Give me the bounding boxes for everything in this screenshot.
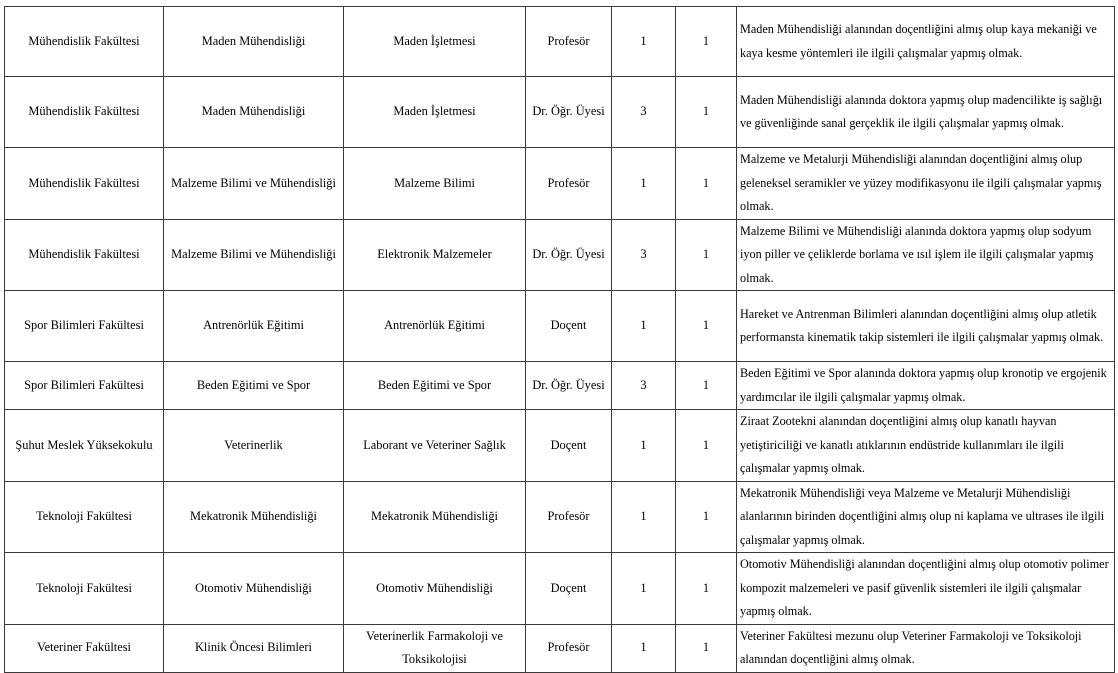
table-row — [5, 7, 1115, 77]
department-cell: Otomotiv Mühendisliği — [164, 553, 344, 625]
division-cell: Elektronik Malzemeler — [344, 219, 526, 291]
degree-level-cell: 3 — [612, 77, 676, 148]
degree-level-cell: 1 — [612, 291, 676, 362]
division-cell: Beden Eğitimi ve Spor — [344, 362, 526, 410]
requirements-cell: Veteriner Fakültesi mezunu olup Veteriner Farmakoloji ve Toksikoloji alanından doçentliğini almış olmak. — [737, 624, 1115, 672]
table-row — [5, 148, 1115, 220]
count-cell: 1 — [676, 7, 737, 77]
requirements-cell: Maden Mühendisliği alanında doktora yapmış olup madencilikte iş sağlığı ve güvenliğinde sanal gerçeklik ile ilgili çalışmalar yapmış olmak. — [737, 77, 1115, 148]
table-row — [5, 410, 1115, 482]
department-cell: Veterinerlik — [164, 410, 344, 482]
count-cell: 1 — [676, 148, 737, 220]
requirements-cell: Mekatronik Mühendisliği veya Malzeme ve Metalurji Mühendisliği alanlarının birinden doçentliğini almış olup ni kaplama ve ultrases ile ilgili çalışmalar yapmış olmak. — [737, 481, 1115, 553]
division-cell: Mekatronik Mühendisliği — [344, 481, 526, 553]
requirements-cell: Ziraat Zootekni alanından doçentliğini almış olup kanatlı hayvan yetiştiriciliği ve kanatlı atıklarının endüstride kullanımları ile ilgili çalışmalar yapmış olmak. — [737, 410, 1115, 482]
faculty-cell: Mühendislik Fakültesi — [5, 7, 164, 77]
title-cell: Dr. Öğr. Üyesi — [526, 219, 612, 291]
count-cell: 1 — [676, 410, 737, 482]
table-row — [5, 77, 1115, 148]
degree-level-cell: 1 — [612, 481, 676, 553]
degree-level-cell: 1 — [612, 624, 676, 672]
positions-table — [4, 6, 1115, 673]
table-row — [5, 219, 1115, 291]
count-cell: 1 — [676, 481, 737, 553]
requirements-cell: Maden Mühendisliği alanından doçentliğini almış olup kaya mekaniği ve kaya kesme yöntemleri ile ilgili çalışmalar yapmış olmak. — [737, 7, 1115, 77]
title-cell: Profesör — [526, 148, 612, 220]
title-cell: Profesör — [526, 7, 612, 77]
department-cell: Malzeme Bilimi ve Mühendisliği — [164, 148, 344, 220]
department-cell: Beden Eğitimi ve Spor — [164, 362, 344, 410]
count-cell: 1 — [676, 362, 737, 410]
degree-level-cell: 3 — [612, 219, 676, 291]
degree-level-cell: 1 — [612, 410, 676, 482]
requirements-cell: Beden Eğitimi ve Spor alanında doktora yapmış olup kronotip ve ergojenik yardımcılar ile ilgili çalışmalar yapmış olmak. — [737, 362, 1115, 410]
title-cell: Profesör — [526, 481, 612, 553]
table-row — [5, 481, 1115, 553]
department-cell: Antrenörlük Eğitimi — [164, 291, 344, 362]
department-cell: Mekatronik Mühendisliği — [164, 481, 344, 553]
degree-level-cell: 1 — [612, 148, 676, 220]
faculty-cell: Spor Bilimleri Fakültesi — [5, 291, 164, 362]
requirements-cell: Malzeme ve Metalurji Mühendisliği alanından doçentliğini almış olup geleneksel seramikler ve yüzey modifikasyonu ile ilgili çalışmalar yapmış olmak. — [737, 148, 1115, 220]
division-cell: Malzeme Bilimi — [344, 148, 526, 220]
division-cell: Maden İşletmesi — [344, 77, 526, 148]
title-cell: Dr. Öğr. Üyesi — [526, 362, 612, 410]
faculty-cell: Spor Bilimleri Fakültesi — [5, 362, 164, 410]
title-cell: Doçent — [526, 410, 612, 482]
title-cell: Doçent — [526, 291, 612, 362]
count-cell: 1 — [676, 77, 737, 148]
department-cell: Maden Mühendisliği — [164, 77, 344, 148]
title-cell: Doçent — [526, 553, 612, 625]
division-cell: Otomotiv Mühendisliği — [344, 553, 526, 625]
department-cell: Klinik Öncesi Bilimleri — [164, 624, 344, 672]
faculty-cell: Veteriner Fakültesi — [5, 624, 164, 672]
division-cell: Laborant ve Veteriner Sağlık — [344, 410, 526, 482]
title-cell: Profesör — [526, 624, 612, 672]
division-cell: Maden İşletmesi — [344, 7, 526, 77]
department-cell: Maden Mühendisliği — [164, 7, 344, 77]
department-cell: Malzeme Bilimi ve Mühendisliği — [164, 219, 344, 291]
count-cell: 1 — [676, 291, 737, 362]
requirements-cell: Malzeme Bilimi ve Mühendisliği alanında doktora yapmış olup sodyum iyon piller ve çeliklerde borlama ve ısıl işlem ile ilgili çalışmalar yapmış olmak. — [737, 219, 1115, 291]
count-cell: 1 — [676, 219, 737, 291]
table-row — [5, 553, 1115, 625]
division-cell: Veterinerlik Farmakoloji ve Toksikolojisi — [344, 624, 526, 672]
faculty-cell: Teknoloji Fakültesi — [5, 481, 164, 553]
faculty-cell: Teknoloji Fakültesi — [5, 553, 164, 625]
count-cell: 1 — [676, 553, 737, 625]
faculty-cell: Mühendislik Fakültesi — [5, 148, 164, 220]
table-row — [5, 624, 1115, 672]
table-row — [5, 291, 1115, 362]
division-cell: Antrenörlük Eğitimi — [344, 291, 526, 362]
requirements-cell: Otomotiv Mühendisliği alanından doçentliğini almış olup otomotiv polimer kompozit malzemeleri ve pasif güvenlik sistemleri ile ilgili çalışmalar yapmış olmak. — [737, 553, 1115, 625]
degree-level-cell: 3 — [612, 362, 676, 410]
count-cell: 1 — [676, 624, 737, 672]
faculty-cell: Şuhut Meslek Yüksekokulu — [5, 410, 164, 482]
requirements-cell: Hareket ve Antrenman Bilimleri alanından doçentliğini almış olup atletik performansta kinematik takip sistemleri ile ilgili çalışmalar yapmış olmak. — [737, 291, 1115, 362]
title-cell: Dr. Öğr. Üyesi — [526, 77, 612, 148]
faculty-cell: Mühendislik Fakültesi — [5, 219, 164, 291]
degree-level-cell: 1 — [612, 7, 676, 77]
table-row — [5, 362, 1115, 410]
faculty-cell: Mühendislik Fakültesi — [5, 77, 164, 148]
degree-level-cell: 1 — [612, 553, 676, 625]
